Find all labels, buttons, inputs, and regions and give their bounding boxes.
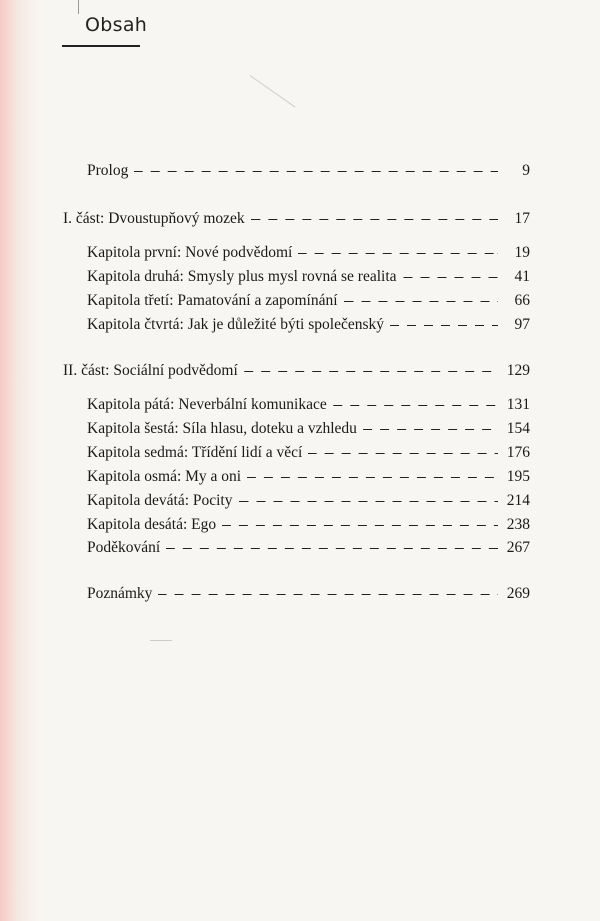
toc-entry (87, 509, 530, 533)
scan-artifact (78, 0, 79, 14)
toc-leader (298, 237, 502, 257)
toc-page-number: 195 (506, 468, 530, 485)
toc-leader (344, 285, 502, 305)
toc-page-number: 131 (506, 396, 530, 413)
toc-leader (244, 355, 502, 375)
toc-page-number: 214 (506, 492, 530, 509)
toc-entry-label: Kapitola devátá: Pocity (87, 492, 233, 509)
toc-entry-label: Kapitola šestá: Síla hlasu, doteku a vzhledu (87, 420, 357, 437)
toc-entry (87, 155, 530, 179)
toc-entry (87, 578, 530, 602)
toc-entry-label: Kapitola pátá: Neverbální komunikace (87, 396, 327, 413)
toc-leader (403, 261, 502, 281)
toc-page-number: 176 (506, 444, 530, 461)
toc-page-number: 17 (514, 210, 530, 227)
toc-entry (87, 389, 530, 413)
toc-page-number: 238 (506, 516, 530, 533)
toc-entry-label: Poděkování (87, 539, 161, 556)
toc-page-number: 154 (506, 420, 530, 437)
toc-entry (63, 355, 530, 379)
toc-leader (166, 532, 502, 552)
toc-page-number: 267 (506, 539, 530, 556)
toc-leader (158, 578, 502, 598)
toc-page-number: 97 (514, 316, 530, 333)
toc-page-number: 129 (506, 362, 530, 379)
toc-page-number: 269 (506, 585, 530, 602)
toc-entry (87, 437, 530, 461)
toc-entry-label: Prolog (87, 162, 129, 179)
toc-entry (87, 461, 530, 485)
toc-leader (308, 437, 502, 457)
toc-leader (222, 509, 502, 529)
toc-entry (87, 309, 530, 333)
toc-entry (87, 261, 530, 285)
toc-leader (251, 203, 502, 223)
toc-leader (239, 485, 503, 505)
toc-entry-label: Kapitola sedmá: Třídění lidí a věcí (87, 444, 303, 461)
toc-entry-label: Kapitola první: Nové podvědomí (87, 244, 293, 261)
scan-artifact (150, 640, 172, 641)
toc-entry-label: Kapitola osmá: My a oni (87, 468, 242, 485)
toc-leader (333, 389, 502, 409)
toc-leader (134, 155, 502, 175)
scan-artifact (250, 75, 296, 107)
toc-entry (87, 413, 530, 437)
toc-leader (363, 413, 502, 433)
toc-page-number: 41 (514, 268, 530, 285)
title-underline (62, 45, 140, 47)
toc-entry (87, 285, 530, 309)
toc-entry-label: Kapitola desátá: Ego (87, 516, 217, 533)
page-title: Obsah (85, 14, 148, 36)
toc-entry-label: Poznámky (87, 585, 153, 602)
toc-entry-label: Kapitola druhá: Smysly plus mysl rovná se realita (87, 268, 397, 285)
toc-leader (247, 461, 502, 481)
toc-entry-label: Kapitola třetí: Pamatování a zapomínání (87, 292, 338, 309)
toc-page-number: 9 (522, 162, 530, 179)
toc-entry (87, 485, 530, 509)
toc-entry-label: Kapitola čtvrtá: Jak je důležité býti společenský (87, 316, 384, 333)
toc-entry (63, 203, 530, 227)
toc-leader (390, 309, 502, 329)
toc-entry-label: II. část: Sociální podvědomí (63, 362, 238, 379)
toc-page-number: 66 (514, 292, 530, 309)
toc-entry (87, 532, 530, 556)
toc-entry-label: I. část: Dvoustupňový mozek (63, 210, 245, 227)
toc-page-number: 19 (514, 244, 530, 261)
toc-entry (87, 237, 530, 261)
